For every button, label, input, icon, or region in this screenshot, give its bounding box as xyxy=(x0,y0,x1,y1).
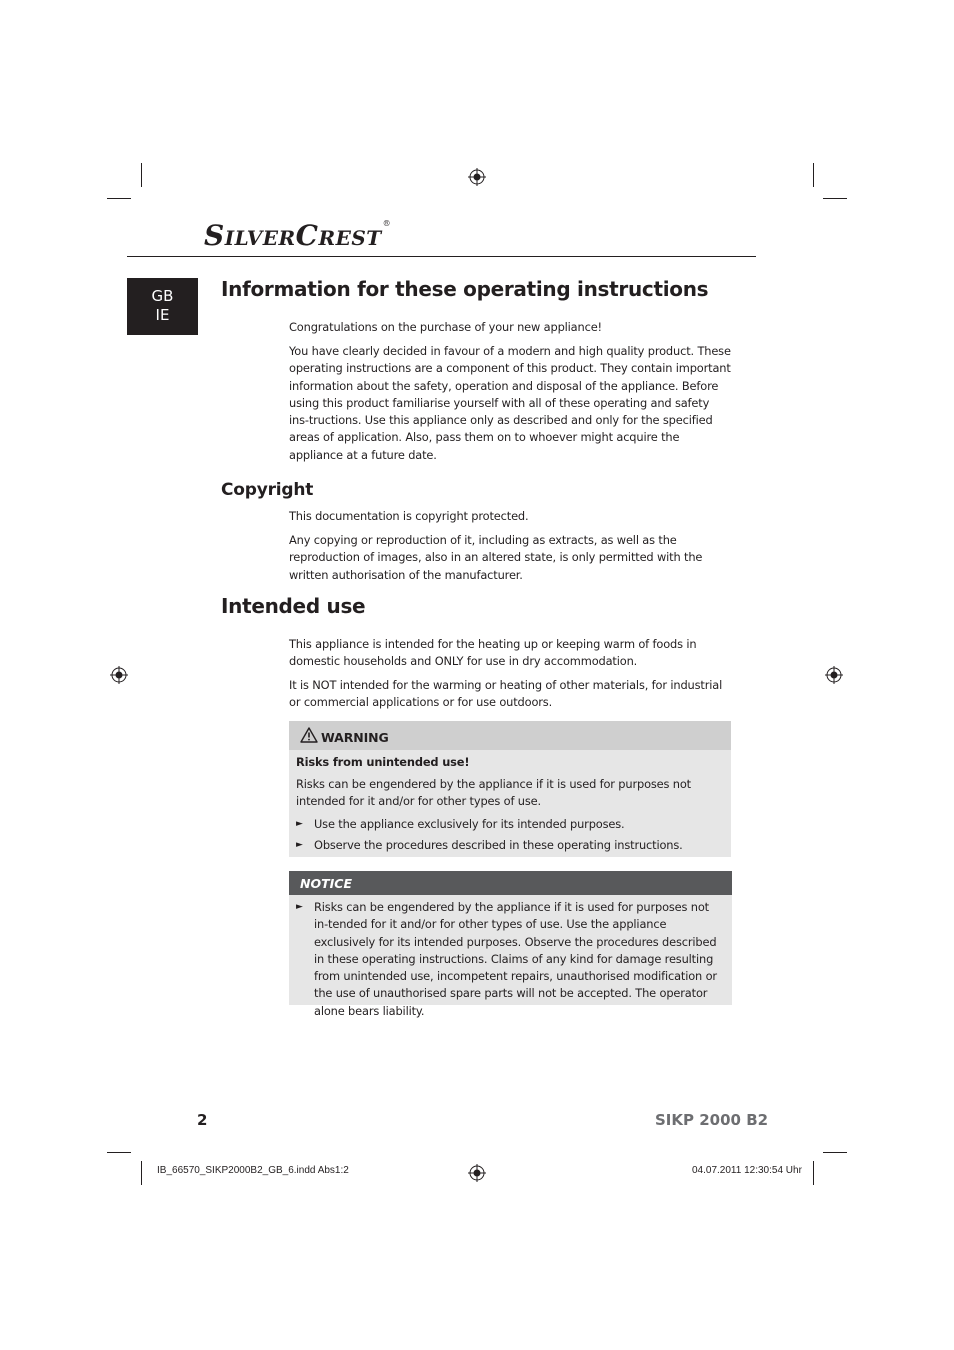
warning-text: Risks can be engendered by the appliance if it is used for purposes not intended for it and/or for other types of use. xyxy=(296,777,691,809)
warning-triangle-icon xyxy=(300,727,318,743)
section-heading: Information for these operating instructions xyxy=(221,277,709,301)
bullet-arrow-icon: ► xyxy=(296,840,303,850)
warning-bullet: Observe the procedures described in these operating instructions. xyxy=(314,838,683,852)
crop-mark xyxy=(823,198,847,199)
warning-box xyxy=(289,721,731,857)
logo-letter: C xyxy=(295,219,319,252)
registration-mark-icon xyxy=(468,168,486,186)
logo-text: REST xyxy=(318,226,382,250)
registered-mark: ® xyxy=(382,219,392,228)
crop-mark xyxy=(141,163,142,187)
model-number: SIKP 2000 B2 xyxy=(655,1111,769,1129)
crop-mark xyxy=(823,1152,847,1153)
header-rule xyxy=(127,256,756,257)
notice-bullet: Risks can be engendered by the appliance if it is used for purposes not in-tended for it and/or for other types of use. Use the appliance exclusively for its intended purposes. Observe the procedures described in these operating instructions. Claims of any kind for damage resulting from unintended use, incompetent repairs, unauthorised modification or the use of unauthorised spare parts will not be accepted. The operator alone bears liability. xyxy=(314,900,717,1018)
language-code: GB xyxy=(151,287,174,305)
crop-mark xyxy=(141,1161,142,1185)
registration-mark-icon xyxy=(110,666,128,684)
section-heading: Copyright xyxy=(221,480,314,500)
warning-bullet: Use the appliance exclusively for its intended purposes. xyxy=(314,817,625,831)
logo-letter: S xyxy=(204,219,225,252)
paragraph: You have clearly decided in favour of a modern and high quality product. These operating instructions are a component of this product. They contain important information about the safety, operation and disposal of the appliance. Before using this product familiarise yourself with all of these operating and safety ins-tructions. Use this appliance only as described and only for the specified areas of application. Also, pass them on to whoever might acquire the appliance at a future date. xyxy=(289,344,731,462)
notice-header xyxy=(289,871,732,895)
registration-mark-icon xyxy=(825,666,843,684)
page-number: 2 xyxy=(197,1111,208,1129)
language-code: IE xyxy=(155,306,170,324)
warning-header xyxy=(289,721,731,750)
crop-mark xyxy=(813,1161,814,1185)
registration-mark-icon xyxy=(468,1164,486,1182)
logo-text: ILVER xyxy=(224,226,296,250)
crop-mark xyxy=(813,163,814,187)
bullet-arrow-icon: ► xyxy=(296,819,303,829)
section-heading: Intended use xyxy=(221,594,366,618)
paragraph: This documentation is copyright protected. xyxy=(289,509,529,523)
warning-subtitle: Risks from unintended use! xyxy=(296,755,470,769)
print-slug-file: IB_66570_SIKP2000B2_GB_6.indd Abs1:2 xyxy=(157,1165,349,1176)
notice-box xyxy=(289,871,732,1018)
print-slug-date: 04.07.2011 12:30:54 Uhr xyxy=(692,1165,802,1176)
silvercrest-logo xyxy=(204,219,391,252)
language-tab xyxy=(127,278,198,335)
crop-mark xyxy=(107,198,131,199)
paragraph: It is NOT intended for the warming or heating of other materials, for industrial or commercial applications or for use outdoors. xyxy=(289,678,723,710)
paragraph: Any copying or reproduction of it, including as extracts, as well as the reproduction of images, also in an altered state, is only permitted with the written authorisation of the manufacturer. xyxy=(289,533,703,582)
paragraph: This appliance is intended for the heating up or keeping warm of foods in domestic households and ONLY for use in dry accommodation. xyxy=(289,637,697,669)
crop-mark xyxy=(107,1152,131,1153)
paragraph: Congratulations on the purchase of your new appliance! xyxy=(289,320,602,334)
warning-title: WARNING xyxy=(321,730,389,745)
bullet-arrow-icon: ► xyxy=(296,902,303,912)
notice-title: NOTICE xyxy=(300,876,352,891)
